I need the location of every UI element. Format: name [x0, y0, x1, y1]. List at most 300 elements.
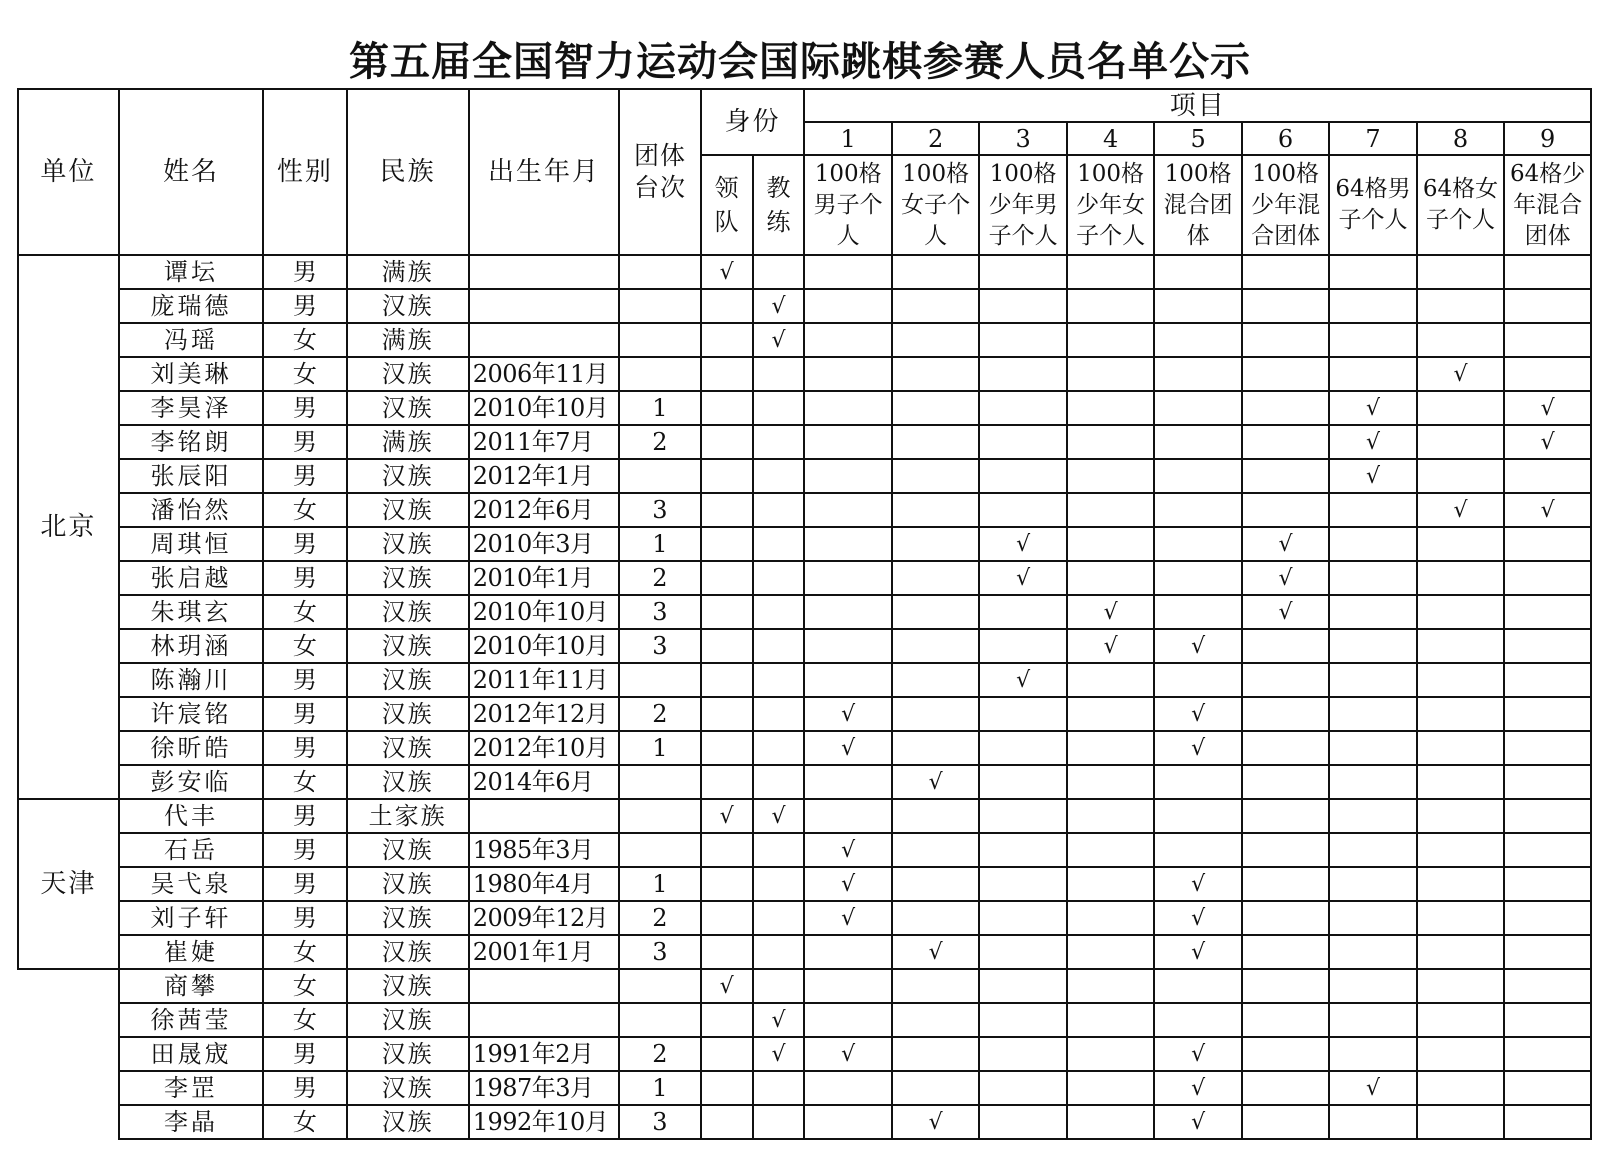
- event-6-check-cell: [1242, 765, 1329, 799]
- coach-check-cell: [753, 969, 805, 1003]
- table-row: [18, 1003, 1591, 1037]
- event-2-check-cell: [892, 1037, 979, 1071]
- event-9-check-cell: [1504, 1037, 1591, 1071]
- name-cell: 李昊泽: [119, 391, 263, 425]
- event-8-check-cell: [1417, 561, 1504, 595]
- check-mark-icon: √: [1540, 430, 1555, 455]
- coach-check-cell: [753, 867, 805, 901]
- gender-cell: 女: [263, 629, 346, 663]
- leader-check-cell: [701, 527, 753, 561]
- birth-cell: 2011年11月: [469, 663, 620, 697]
- coach-check-cell: [753, 629, 805, 663]
- birth-cell: 1992年10月: [469, 1105, 620, 1139]
- event-label-5: 100格混合团体: [1154, 155, 1241, 255]
- event-6-check-cell: [1242, 629, 1329, 663]
- birth-cell: [469, 255, 620, 289]
- event-9-check-cell: [1504, 595, 1591, 629]
- leader-check-cell: [701, 1037, 753, 1071]
- ethnicity-cell: 汉族: [347, 731, 469, 765]
- leader-check-cell: [701, 1003, 753, 1037]
- check-mark-icon: √: [771, 1008, 786, 1033]
- gender-cell: 女: [263, 357, 346, 391]
- event-number-4: 4: [1067, 122, 1154, 155]
- header-identity: 身份: [701, 89, 805, 155]
- event-5-check-cell: [1154, 357, 1241, 391]
- event-1-check-cell: [804, 527, 891, 561]
- coach-check-cell: [753, 833, 805, 867]
- event-label-4: 100格少年女子个人: [1067, 155, 1154, 255]
- name-cell: 许宸铭: [119, 697, 263, 731]
- check-mark-icon: √: [1540, 396, 1555, 421]
- gender-cell: 男: [263, 833, 346, 867]
- table-row: [18, 1071, 1591, 1105]
- team-board-cell: 1: [619, 1071, 700, 1105]
- gender-cell: 男: [263, 901, 346, 935]
- event-label-2: 100格女子个人: [892, 155, 979, 255]
- event-5-check-cell: [1154, 255, 1241, 289]
- event-1-check-cell: [804, 1037, 891, 1071]
- event-number-1: 1: [804, 122, 891, 155]
- event-7-check-cell: [1329, 935, 1416, 969]
- coach-check-cell: [753, 663, 805, 697]
- birth-cell: 1991年2月: [469, 1037, 620, 1071]
- event-7-check-cell: [1329, 663, 1416, 697]
- event-6-check-cell: [1242, 799, 1329, 833]
- name-cell: 刘美琳: [119, 357, 263, 391]
- gender-cell: 男: [263, 459, 346, 493]
- table-row: [18, 527, 1591, 561]
- check-mark-icon: √: [1278, 566, 1293, 591]
- check-mark-icon: √: [841, 1042, 856, 1067]
- check-mark-icon: √: [771, 328, 786, 353]
- event-6-check-cell: [1242, 663, 1329, 697]
- ethnicity-cell: 汉族: [347, 663, 469, 697]
- event-number-3: 3: [979, 122, 1066, 155]
- header-birth: 出生年月: [469, 89, 620, 255]
- event-2-check-cell: [892, 289, 979, 323]
- name-cell: 林玥涵: [119, 629, 263, 663]
- event-6-check-cell: [1242, 731, 1329, 765]
- event-8-check-cell: [1417, 459, 1504, 493]
- table-row: [18, 731, 1591, 765]
- event-2-check-cell: [892, 663, 979, 697]
- event-5-check-cell: [1154, 697, 1241, 731]
- check-mark-icon: √: [1191, 702, 1206, 727]
- leader-check-cell: [701, 969, 753, 1003]
- event-8-check-cell: [1417, 1003, 1504, 1037]
- event-9-check-cell: [1504, 867, 1591, 901]
- event-6-check-cell: [1242, 357, 1329, 391]
- team-board-cell: 1: [619, 527, 700, 561]
- ethnicity-cell: 汉族: [347, 1105, 469, 1139]
- ethnicity-cell: 汉族: [347, 1003, 469, 1037]
- name-cell: 石岳: [119, 833, 263, 867]
- event-5-check-cell: [1154, 493, 1241, 527]
- event-1-check-cell: [804, 1105, 891, 1139]
- birth-cell: 1985年3月: [469, 833, 620, 867]
- event-6-check-cell: [1242, 1037, 1329, 1071]
- table-row: [18, 1105, 1591, 1139]
- gender-cell: 男: [263, 1037, 346, 1071]
- event-number-7: 7: [1329, 122, 1416, 155]
- name-cell: 朱琪玄: [119, 595, 263, 629]
- table-row: [18, 357, 1591, 391]
- team-board-cell: [619, 663, 700, 697]
- event-5-check-cell: [1154, 323, 1241, 357]
- event-1-check-cell: [804, 629, 891, 663]
- coach-check-cell: [753, 1037, 805, 1071]
- event-1-check-cell: [804, 697, 891, 731]
- ethnicity-cell: 汉族: [347, 935, 469, 969]
- check-mark-icon: √: [841, 872, 856, 897]
- event-8-check-cell: [1417, 391, 1504, 425]
- check-mark-icon: √: [719, 974, 734, 999]
- event-7-check-cell: [1329, 833, 1416, 867]
- event-2-check-cell: [892, 697, 979, 731]
- event-3-check-cell: [979, 1037, 1066, 1071]
- team-board-cell: [619, 765, 700, 799]
- check-mark-icon: √: [771, 1042, 786, 1067]
- event-9-check-cell: [1504, 1003, 1591, 1037]
- check-mark-icon: √: [841, 906, 856, 931]
- event-4-check-cell: [1067, 255, 1154, 289]
- check-mark-icon: √: [1366, 430, 1381, 455]
- coach-check-cell: [753, 425, 805, 459]
- event-7-check-cell: [1329, 561, 1416, 595]
- coach-check-cell: [753, 731, 805, 765]
- birth-cell: 2012年1月: [469, 459, 620, 493]
- event-6-check-cell: [1242, 425, 1329, 459]
- gender-cell: 女: [263, 595, 346, 629]
- coach-check-cell: [753, 1003, 805, 1037]
- event-3-check-cell: [979, 561, 1066, 595]
- event-2-check-cell: [892, 1105, 979, 1139]
- event-5-check-cell: [1154, 1105, 1241, 1139]
- event-9-check-cell: [1504, 697, 1591, 731]
- event-1-check-cell: [804, 459, 891, 493]
- check-mark-icon: √: [1191, 872, 1206, 897]
- ethnicity-cell: 汉族: [347, 289, 469, 323]
- event-6-check-cell: [1242, 527, 1329, 561]
- event-9-check-cell: [1504, 969, 1591, 1003]
- leader-check-cell: [701, 561, 753, 595]
- leader-check-cell: [701, 357, 753, 391]
- event-5-check-cell: [1154, 969, 1241, 1003]
- event-8-check-cell: [1417, 799, 1504, 833]
- coach-check-cell: [753, 1105, 805, 1139]
- ethnicity-cell: 汉族: [347, 561, 469, 595]
- event-number-5: 5: [1154, 122, 1241, 155]
- check-mark-icon: √: [719, 260, 734, 285]
- event-2-check-cell: [892, 731, 979, 765]
- team-board-cell: [619, 255, 700, 289]
- event-6-check-cell: [1242, 323, 1329, 357]
- birth-cell: 2010年3月: [469, 527, 620, 561]
- event-4-check-cell: [1067, 663, 1154, 697]
- event-3-check-cell: [979, 527, 1066, 561]
- event-8-check-cell: [1417, 289, 1504, 323]
- table-row: [18, 799, 1591, 833]
- event-4-check-cell: [1067, 357, 1154, 391]
- ethnicity-cell: 汉族: [347, 629, 469, 663]
- event-5-check-cell: [1154, 629, 1241, 663]
- table-row: [18, 629, 1591, 663]
- event-7-check-cell: [1329, 901, 1416, 935]
- gender-cell: 女: [263, 493, 346, 527]
- roster-table: [17, 88, 1592, 1140]
- ethnicity-cell: 汉族: [347, 833, 469, 867]
- check-mark-icon: √: [1191, 940, 1206, 965]
- event-label-1: 100格男子个人: [804, 155, 891, 255]
- leader-check-cell: [701, 697, 753, 731]
- event-8-check-cell: [1417, 527, 1504, 561]
- event-6-check-cell: [1242, 867, 1329, 901]
- event-8-check-cell: [1417, 1071, 1504, 1105]
- ethnicity-cell: 满族: [347, 255, 469, 289]
- name-cell: 李铭朗: [119, 425, 263, 459]
- table-row: [18, 765, 1591, 799]
- event-2-check-cell: [892, 901, 979, 935]
- event-7-check-cell: [1329, 765, 1416, 799]
- team-board-cell: [619, 357, 700, 391]
- event-5-check-cell: [1154, 425, 1241, 459]
- leader-check-cell: [701, 731, 753, 765]
- event-4-check-cell: [1067, 833, 1154, 867]
- event-5-check-cell: [1154, 459, 1241, 493]
- ethnicity-cell: 汉族: [347, 527, 469, 561]
- event-3-check-cell: [979, 595, 1066, 629]
- event-7-check-cell: [1329, 595, 1416, 629]
- coach-check-cell: [753, 323, 805, 357]
- event-3-check-cell: [979, 867, 1066, 901]
- header-ethnicity: 民族: [347, 89, 469, 255]
- name-cell: 徐茜莹: [119, 1003, 263, 1037]
- event-5-check-cell: [1154, 731, 1241, 765]
- coach-check-cell: [753, 493, 805, 527]
- name-cell: 潘怡然: [119, 493, 263, 527]
- event-1-check-cell: [804, 901, 891, 935]
- gender-cell: 男: [263, 1071, 346, 1105]
- event-1-check-cell: [804, 255, 891, 289]
- birth-cell: 2010年10月: [469, 391, 620, 425]
- event-3-check-cell: [979, 799, 1066, 833]
- name-cell: 代丰: [119, 799, 263, 833]
- event-9-check-cell: [1504, 663, 1591, 697]
- name-cell: 崔婕: [119, 935, 263, 969]
- coach-check-cell: [753, 765, 805, 799]
- check-mark-icon: √: [928, 770, 943, 795]
- event-4-check-cell: [1067, 425, 1154, 459]
- event-6-check-cell: [1242, 969, 1329, 1003]
- event-6-check-cell: [1242, 1105, 1329, 1139]
- team-board-cell: 3: [619, 493, 700, 527]
- ethnicity-cell: 汉族: [347, 697, 469, 731]
- check-mark-icon: √: [841, 702, 856, 727]
- check-mark-icon: √: [1191, 906, 1206, 931]
- event-1-check-cell: [804, 323, 891, 357]
- header-coach: 教练: [753, 155, 805, 255]
- event-8-check-cell: [1417, 323, 1504, 357]
- event-2-check-cell: [892, 323, 979, 357]
- event-2-check-cell: [892, 391, 979, 425]
- gender-cell: 女: [263, 1003, 346, 1037]
- check-mark-icon: √: [1453, 362, 1468, 387]
- check-mark-icon: √: [1191, 736, 1206, 761]
- event-9-check-cell: [1504, 1105, 1591, 1139]
- event-7-check-cell: [1329, 391, 1416, 425]
- gender-cell: 男: [263, 663, 346, 697]
- event-7-check-cell: [1329, 289, 1416, 323]
- coach-check-cell: [753, 595, 805, 629]
- leader-check-cell: [701, 629, 753, 663]
- table-row: [18, 323, 1591, 357]
- table-row: [18, 289, 1591, 323]
- leader-check-cell: [701, 391, 753, 425]
- event-1-check-cell: [804, 595, 891, 629]
- event-2-check-cell: [892, 1071, 979, 1105]
- event-4-check-cell: [1067, 1037, 1154, 1071]
- event-7-check-cell: [1329, 459, 1416, 493]
- event-5-check-cell: [1154, 527, 1241, 561]
- event-3-check-cell: [979, 323, 1066, 357]
- event-3-check-cell: [979, 255, 1066, 289]
- check-mark-icon: √: [771, 294, 786, 319]
- birth-cell: [469, 969, 620, 1003]
- event-2-check-cell: [892, 255, 979, 289]
- ethnicity-cell: 汉族: [347, 901, 469, 935]
- check-mark-icon: √: [841, 838, 856, 863]
- team-board-cell: 3: [619, 1105, 700, 1139]
- event-2-check-cell: [892, 1003, 979, 1037]
- leader-check-cell: [701, 459, 753, 493]
- event-4-check-cell: [1067, 289, 1154, 323]
- event-8-check-cell: [1417, 1037, 1504, 1071]
- event-3-check-cell: [979, 425, 1066, 459]
- table-row: [18, 255, 1591, 289]
- ethnicity-cell: 汉族: [347, 391, 469, 425]
- name-cell: 吴弋泉: [119, 867, 263, 901]
- birth-cell: 2012年10月: [469, 731, 620, 765]
- coach-check-cell: [753, 561, 805, 595]
- check-mark-icon: √: [1366, 1076, 1381, 1101]
- birth-cell: [469, 799, 620, 833]
- birth-cell: [469, 323, 620, 357]
- header-unit: 单位: [18, 89, 119, 255]
- coach-check-cell: [753, 1071, 805, 1105]
- event-1-check-cell: [804, 425, 891, 459]
- name-cell: 庞瑞德: [119, 289, 263, 323]
- team-board-cell: [619, 289, 700, 323]
- event-5-check-cell: [1154, 867, 1241, 901]
- event-1-check-cell: [804, 357, 891, 391]
- ethnicity-cell: 满族: [347, 323, 469, 357]
- event-3-check-cell: [979, 731, 1066, 765]
- team-board-cell: 2: [619, 697, 700, 731]
- table-row: [18, 833, 1591, 867]
- event-8-check-cell: [1417, 901, 1504, 935]
- event-5-check-cell: [1154, 765, 1241, 799]
- check-mark-icon: √: [841, 736, 856, 761]
- event-3-check-cell: [979, 391, 1066, 425]
- birth-cell: 2014年6月: [469, 765, 620, 799]
- table-row: [18, 901, 1591, 935]
- event-3-check-cell: [979, 629, 1066, 663]
- leader-check-cell: [701, 765, 753, 799]
- event-3-check-cell: [979, 901, 1066, 935]
- ethnicity-cell: 汉族: [347, 459, 469, 493]
- event-4-check-cell: [1067, 561, 1154, 595]
- event-9-check-cell: [1504, 765, 1591, 799]
- leader-check-cell: [701, 799, 753, 833]
- event-9-check-cell: [1504, 323, 1591, 357]
- check-mark-icon: √: [1278, 532, 1293, 557]
- event-1-check-cell: [804, 289, 891, 323]
- event-9-check-cell: [1504, 833, 1591, 867]
- table-row: [18, 935, 1591, 969]
- event-9-check-cell: [1504, 561, 1591, 595]
- team-board-cell: 3: [619, 935, 700, 969]
- event-2-check-cell: [892, 935, 979, 969]
- check-mark-icon: √: [1366, 396, 1381, 421]
- table-row: [18, 663, 1591, 697]
- check-mark-icon: √: [1191, 1042, 1206, 1067]
- event-3-check-cell: [979, 697, 1066, 731]
- event-1-check-cell: [804, 833, 891, 867]
- event-4-check-cell: [1067, 969, 1154, 1003]
- team-board-cell: [619, 833, 700, 867]
- event-3-check-cell: [979, 357, 1066, 391]
- event-2-check-cell: [892, 765, 979, 799]
- leader-check-cell: [701, 255, 753, 289]
- birth-cell: 2012年12月: [469, 697, 620, 731]
- leader-check-cell: [701, 867, 753, 901]
- team-board-cell: 2: [619, 561, 700, 595]
- event-1-check-cell: [804, 935, 891, 969]
- table-row: [18, 1037, 1591, 1071]
- check-mark-icon: √: [1540, 498, 1555, 523]
- check-mark-icon: √: [1016, 532, 1031, 557]
- event-8-check-cell: [1417, 731, 1504, 765]
- event-8-check-cell: [1417, 425, 1504, 459]
- event-5-check-cell: [1154, 595, 1241, 629]
- birth-cell: [469, 289, 620, 323]
- coach-check-cell: [753, 935, 805, 969]
- event-8-check-cell: [1417, 629, 1504, 663]
- leader-check-cell: [701, 901, 753, 935]
- birth-cell: 1980年4月: [469, 867, 620, 901]
- birth-cell: 2009年12月: [469, 901, 620, 935]
- event-9-check-cell: [1504, 357, 1591, 391]
- ethnicity-cell: 汉族: [347, 357, 469, 391]
- event-9-check-cell: [1504, 799, 1591, 833]
- event-7-check-cell: [1329, 731, 1416, 765]
- name-cell: 商攀: [119, 969, 263, 1003]
- event-7-check-cell: [1329, 867, 1416, 901]
- event-6-check-cell: [1242, 595, 1329, 629]
- event-4-check-cell: [1067, 867, 1154, 901]
- event-3-check-cell: [979, 1003, 1066, 1037]
- event-2-check-cell: [892, 595, 979, 629]
- table-row: [18, 561, 1591, 595]
- event-6-check-cell: [1242, 255, 1329, 289]
- event-9-check-cell: [1504, 459, 1591, 493]
- birth-cell: [469, 1003, 620, 1037]
- check-mark-icon: √: [1453, 498, 1468, 523]
- event-3-check-cell: [979, 1071, 1066, 1105]
- birth-cell: 2010年10月: [469, 595, 620, 629]
- leader-check-cell: [701, 833, 753, 867]
- coach-check-cell: [753, 289, 805, 323]
